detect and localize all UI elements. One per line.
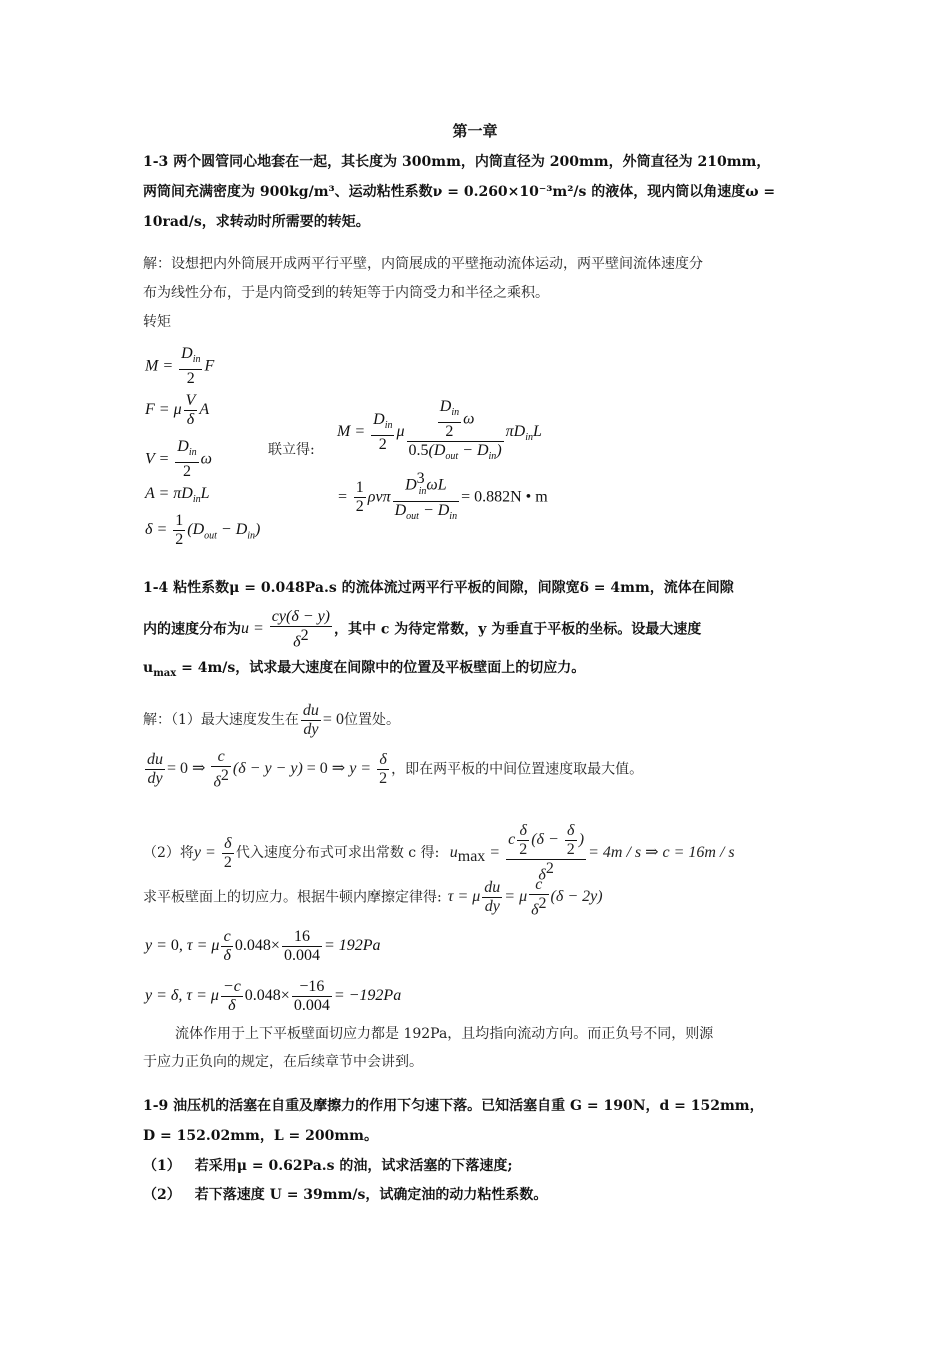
eq-shear-bottom: y = 0, τ = μ $\frac{c}{\delta}$ 0.048× $\frac{16}{0.004}$ = 192Pa bbox=[145, 928, 381, 964]
solution-1-4-shear: 求平板壁面上的切应力。根据牛顿内摩擦定律得: τ = μ $\frac{du}{dy}$ = μ $\frac{c}{\delta^2}$ (δ − 2y) bbox=[143, 876, 603, 919]
problem-1-4-line3: $u_{max} = 4m/s$，试求最大速度在间隙中的位置及平板壁面上的切应力。 bbox=[143, 660, 586, 679]
problem-1-9-line2: D = 152.02mm，L = 200mm。 bbox=[143, 1128, 378, 1144]
problem-1-3-line3: 10rad/s，求转动时所需要的转矩。 bbox=[143, 214, 370, 230]
problem-1-9-item2: （2） 若下落速度 U = 39mm/s，试确定油的动力粘性系数。 bbox=[143, 1187, 548, 1203]
problem-1-3-line2: 两筒间充满密度为 900kg/m³、运动粘性系数ν = 0.260×10⁻³m²/s 的液体，现内筒以角速度ω = bbox=[143, 184, 776, 200]
eq-torque: M = $\frac{D_{in}}{2}$ F bbox=[145, 345, 215, 388]
solution-1-3-line1: 解：设想把内外筒展开成两平行平壁，内筒展成的平壁拖动流体运动，两平壁间流体速度分 bbox=[143, 256, 703, 272]
torque-result: = 0.882N • m bbox=[461, 488, 548, 506]
eq-force: F = μ $\frac{V}{\delta}$ A bbox=[145, 392, 210, 428]
combined-label: 联立得: bbox=[268, 442, 315, 458]
eq-area: $A = \pi D_{in}L$ bbox=[145, 485, 210, 506]
problem-1-9-item1: （1） 若采用μ = 0.62Pa.s 的油，试求活塞的下落速度; bbox=[143, 1158, 513, 1174]
solution-1-4-part1: 解：（1）最大速度发生在 $\frac{du}{dy}$ = 0位置处。 bbox=[143, 702, 400, 738]
eq-velocity: V = $\frac{D_{in}}{2}$ ω bbox=[145, 438, 212, 481]
solution-1-4-derivative: $\frac{du}{dy}$ = 0 ⇒ $\frac{c}{\delta^2}$ (δ − y − y) = 0 ⇒ y = $\frac{\delta}{2}$ ，即在两平板的中间位置速度取最大值。 bbox=[147, 748, 644, 791]
problem-1-9-line1: 1-9 油压机的活塞在自重及摩擦力的作用下匀速下落。已知活塞自重 G = 190N，d = 152mm， bbox=[143, 1098, 764, 1114]
eq-combined-result: = $\frac{1}{2}$ ρνπ $\frac{D^3_{in}\omega L}{D_{out} - D_{in}}$ = 0.882N • m bbox=[337, 470, 548, 522]
problem-1-3-line1: 1-3 两个圆管同心地套在一起，其长度为 300mm，内筒直径为 200mm，外筒直径为 210mm， bbox=[143, 154, 771, 170]
eq-combined: M = $\frac{D_{in}}{2}$ μ $\frac{D_{in}}{2}$ ω $0.5(D_{out} - D_{in})$ $\pi D_{in}L$ bbox=[337, 398, 542, 463]
solution-1-3-line3: 转矩 bbox=[143, 314, 171, 330]
chapter-title: 第一章 bbox=[452, 122, 498, 140]
conclusion-line1: 流体作用于上下平板壁面切应力都是 192Pa，且均指向流动方向。而正负号不同，则源 bbox=[175, 1026, 714, 1042]
solution-1-3-line2: 布为线性分布，于是内筒受到的转矩等于内筒受力和半径之乘积。 bbox=[143, 285, 549, 301]
eq-shear-top: y = δ, τ = μ $\frac{-c}{\delta}$ 0.048× $\frac{-16}{0.004}$ = −192Pa bbox=[145, 978, 402, 1014]
conclusion-line2: 于应力正负向的规定，在后续章节中会讲到。 bbox=[143, 1054, 423, 1070]
problem-1-4-line1: 1-4 粘性系数μ = 0.048Pa.s 的流体流过两平行平板的间隙，间隙宽δ = 4mm，流体在间隙 bbox=[143, 580, 734, 596]
eq-gap: δ = $\frac{1}{2}$ $(D_{out} - D_{in})$ bbox=[145, 512, 261, 548]
problem-1-4-line2: 内的速度分布为u = $\frac{cy(\delta - y)}{\delta^2}$ ，其中 c 为待定常数，y 为垂直于平板的坐标。设最大速度 bbox=[143, 608, 702, 651]
solution-1-4-part2: （2）将y = $\frac{\delta}{2}$ 代入速度分布式可求出常数 c 得: $u_{max}$ = c $\frac{\delta}{2}$ (δ − $\frac{\delta}{2}$ ) $\delta^2$ = 4m / s ⇒ c = 16m / s bbox=[143, 822, 735, 884]
